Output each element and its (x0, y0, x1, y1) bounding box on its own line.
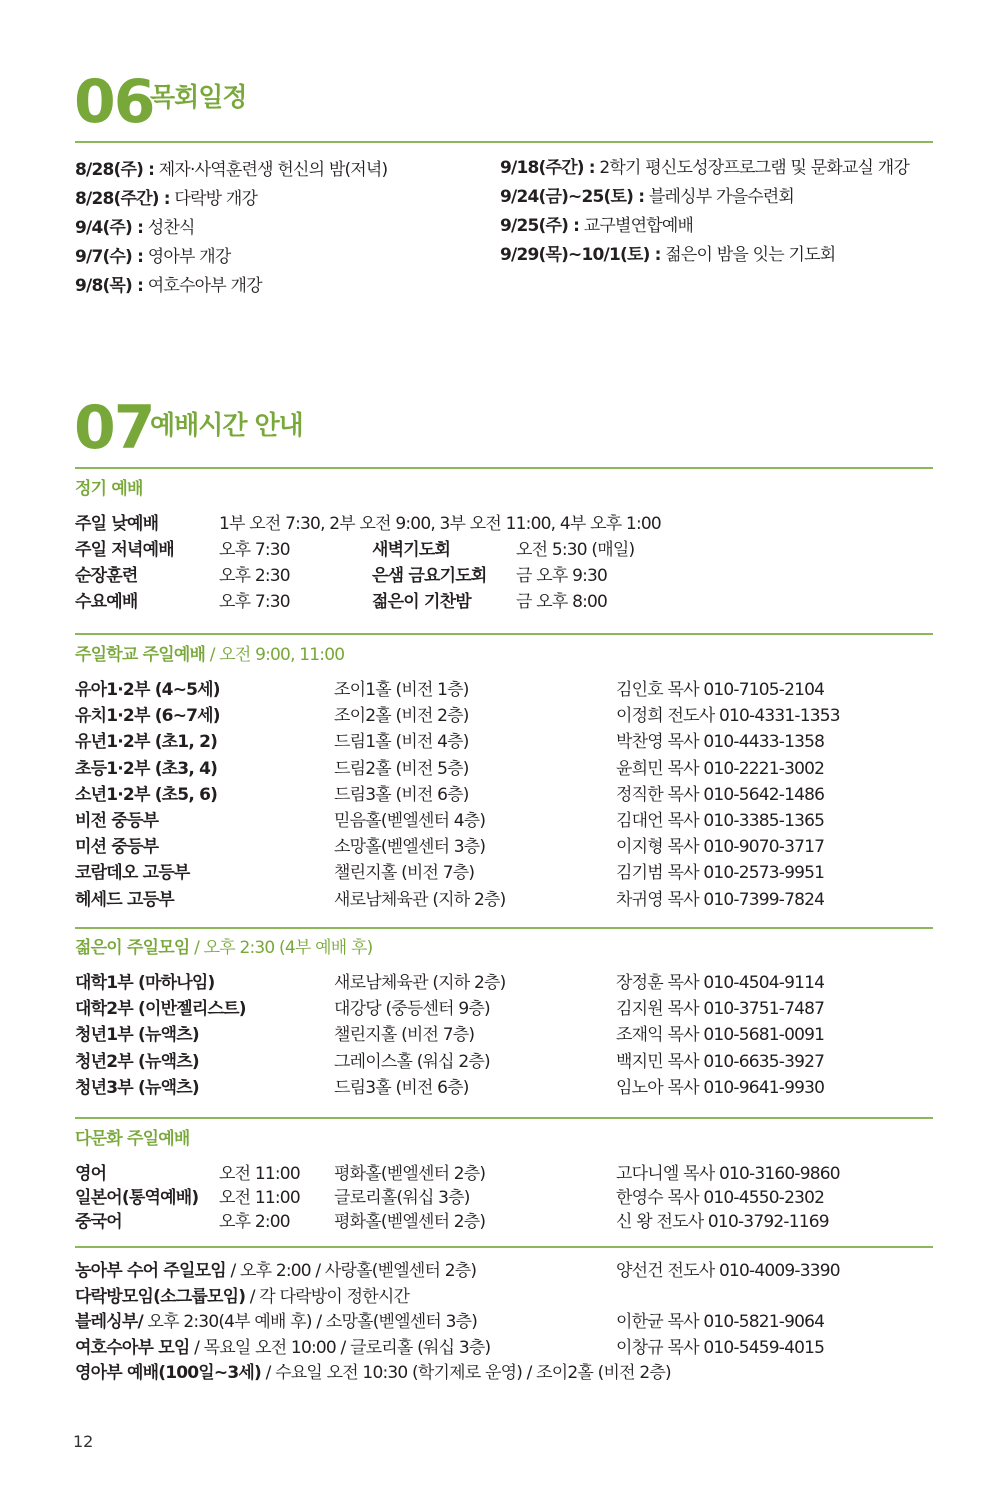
department-place: 드림3홀 (비전 6층) (334, 1077, 469, 1098)
worship-name: 젊은이 기찬밤 (372, 592, 471, 612)
worship-time: 오후 2:30 (219, 566, 290, 586)
department-name: 헤세드 고등부 (75, 889, 174, 910)
worship-name: 은샘 금요기도회 (372, 566, 487, 586)
department-place: 대강당 (중등센터 9층) (334, 999, 490, 1020)
multicultural-heading: 다문화 주일예배 (75, 1129, 190, 1149)
schedule-item (75, 278, 262, 295)
schedule-desc: 제자·사역훈련생 헌신의 밤(저녁) (154, 160, 388, 180)
service-place: 글로리홀(워십 3층) (334, 1188, 470, 1208)
service-place: 평화홀(벧엘센터 2층) (334, 1212, 486, 1232)
meeting-title: 블레싱부/ (75, 1312, 143, 1332)
schedule-date: 9/25(주) : (500, 216, 580, 236)
worship-name: 주일 저녁예배 (75, 540, 174, 560)
department-contact: 박찬영 목사 010-4433-1358 (616, 732, 825, 753)
sundayschool-heading (75, 647, 344, 664)
meeting-item (75, 1263, 476, 1280)
department-name: 초등1·2부 (초3, 4) (75, 758, 218, 779)
meeting-item (75, 1337, 491, 1358)
sundayschool-heading-time: / 오전 9:00, 11:00 (205, 645, 345, 665)
department-contact: 정직한 목사 010-5642-1486 (616, 784, 825, 805)
schedule-date: 8/28(주간) : (75, 189, 170, 209)
section-07-title: 예배시간 안내 (150, 411, 303, 441)
schedule-item (75, 249, 230, 266)
section-06-number: 06 (74, 67, 154, 137)
department-name: 청년1부 (뉴액츠) (75, 1025, 199, 1046)
meeting-title: 영아부 예배(100일~3세) (75, 1363, 261, 1383)
worship-time: 1부 오전 7:30, 2부 오전 9:00, 3부 오전 11:00, 4부 오후 1:00 (219, 514, 661, 534)
meeting-title: 농아부 수어 주일모임 (75, 1261, 226, 1281)
department-place: 그레이스홀 (워십 2층) (334, 1051, 490, 1072)
department-name: 비전 중등부 (75, 811, 159, 831)
schedule-desc: 성찬식 (143, 218, 195, 238)
department-place: 조이2홀 (비전 2층) (334, 706, 469, 727)
section-07-number: 07 (74, 393, 154, 463)
department-place: 새로남체육관 (지하 2층) (334, 973, 506, 993)
worship-time: 오후 7:30 (219, 540, 290, 560)
department-name: 대학2부 (이반젤리스트) (75, 999, 246, 1020)
department-name: 청년3부 (뉴액츠) (75, 1077, 199, 1098)
youth-heading (75, 940, 372, 957)
schedule-date: 9/4(주) : (75, 218, 144, 238)
language-name: 중국어 (75, 1212, 122, 1232)
meeting-item (75, 1286, 410, 1307)
department-name: 유년1·2부 (초1, 2) (75, 732, 218, 753)
worship-name: 수요예배 (75, 592, 138, 612)
schedule-desc: 영아부 개강 (143, 247, 231, 267)
divider (75, 141, 933, 143)
language-name: 영어 (75, 1164, 107, 1184)
department-place: 드림2홀 (비전 5층) (334, 758, 469, 779)
worship-name: 순장훈련 (75, 566, 138, 586)
meeting-title: 다락방모임(소그룹모임) (75, 1286, 246, 1307)
meeting-title: 여호수아부 모임 (75, 1337, 190, 1358)
schedule-item (500, 189, 794, 206)
youth-heading-time: / 오후 2:30 (4부 예배 후) (189, 938, 373, 958)
worship-time: 오후 7:30 (219, 592, 290, 612)
language-name: 일본어(통역예배) (75, 1188, 199, 1208)
schedule-item (500, 160, 909, 177)
schedule-date: 9/24(금)~25(토) : (500, 187, 645, 207)
worship-time: 금 오후 8:00 (516, 592, 608, 612)
department-place: 챌린지홀 (비전 7층) (334, 863, 475, 884)
meeting-desc: / 각 다락방이 정한시간 (245, 1286, 410, 1307)
schedule-item (75, 220, 195, 237)
page-number: 12 (73, 1432, 94, 1451)
schedule-date: 8/28(주) : (75, 160, 155, 180)
schedule-desc: 교구별연합예배 (579, 216, 694, 236)
department-contact: 백지민 목사 010-6635-3927 (616, 1051, 825, 1072)
department-place: 드림3홀 (비전 6층) (334, 784, 469, 805)
meeting-contact: 이한균 목사 010-5821-9064 (616, 1312, 825, 1332)
worship-time: 오전 5:30 (매일) (516, 540, 635, 560)
department-name: 코람데오 고등부 (75, 863, 190, 884)
service-time: 오후 2:00 (219, 1212, 290, 1232)
service-place: 평화홀(벧엘센터 2층) (334, 1164, 486, 1184)
service-contact: 한영수 목사 010-4550-2302 (616, 1188, 825, 1208)
meeting-contact: 양선건 전도사 010-4009-3390 (616, 1261, 840, 1281)
department-place: 새로남체육관 (지하 2층) (334, 889, 506, 910)
regular-heading: 정기 예배 (75, 479, 143, 499)
worship-time: 금 오후 9:30 (516, 566, 608, 586)
department-name: 대학1부 (마하나임) (75, 973, 215, 993)
schedule-desc: 다락방 개강 (169, 189, 258, 209)
schedule-desc: 젊은이 밤을 잇는 기도회 (660, 245, 836, 265)
schedule-item (500, 218, 693, 235)
department-contact: 김기범 목사 010-2573-9951 (616, 863, 825, 884)
department-contact: 윤희민 목사 010-2221-3002 (616, 758, 825, 779)
service-time: 오전 11:00 (219, 1164, 300, 1184)
meeting-desc: / 목요일 오전 10:00 / 글로리홀 (워십 3층) (189, 1337, 491, 1358)
meeting-item (75, 1365, 671, 1382)
divider (75, 467, 933, 469)
schedule-date: 9/18(주간) : (500, 158, 595, 178)
department-name: 청년2부 (뉴액츠) (75, 1051, 199, 1072)
youth-heading-title: 젊은이 주일모임 (75, 938, 190, 958)
schedule-date: 9/29(목)~10/1(토) : (500, 245, 661, 265)
schedule-date: 9/7(수) : (75, 247, 144, 267)
meeting-contact: 이창규 목사 010-5459-4015 (616, 1337, 825, 1358)
divider (75, 633, 933, 635)
meeting-desc: / 오후 2:00 / 사랑홀(벧엘센터 2층) (225, 1261, 477, 1281)
department-place: 드림1홀 (비전 4층) (334, 732, 469, 753)
section-06-title: 목회일정 (150, 83, 247, 113)
service-time: 오전 11:00 (219, 1188, 300, 1208)
department-contact: 장정훈 목사 010-4504-9114 (616, 973, 825, 993)
meeting-desc: 오후 2:30(4부 예배 후) / 소망홀(벧엘센터 3층) (142, 1312, 478, 1332)
department-contact: 김지원 목사 010-3751-7487 (616, 999, 825, 1020)
department-contact: 이지형 목사 010-9070-3717 (616, 837, 825, 858)
department-place: 챌린지홀 (비전 7층) (334, 1025, 475, 1046)
sundayschool-heading-title: 주일학교 주일예배 (75, 645, 206, 665)
schedule-item (75, 191, 257, 208)
department-name: 유아1·2부 (4~5세) (75, 680, 220, 700)
department-place: 조이1홀 (비전 1층) (334, 680, 469, 700)
divider (75, 927, 933, 929)
department-contact: 임노아 목사 010-9641-9930 (616, 1077, 825, 1098)
department-contact: 차귀영 목사 010-7399-7824 (616, 889, 825, 910)
schedule-date: 9/8(목) : (75, 276, 144, 296)
schedule-desc: 2학기 평신도성장프로그램 및 문화교실 개강 (594, 158, 910, 178)
meeting-desc: / 수요일 오전 10:30 (학기제로 운영) / 조이2홀 (비전 2층) (260, 1363, 671, 1383)
meeting-item (75, 1314, 477, 1331)
service-contact: 고다니엘 목사 010-3160-9860 (616, 1164, 840, 1184)
schedule-item (500, 247, 835, 264)
department-contact: 이정희 전도사 010-4331-1353 (616, 706, 840, 727)
department-contact: 김인호 목사 010-7105-2104 (616, 680, 825, 700)
service-contact: 신 왕 전도사 010-3792-1169 (616, 1212, 829, 1232)
department-contact: 김대언 목사 010-3385-1365 (616, 811, 825, 831)
department-name: 유치1·2부 (6~7세) (75, 706, 220, 727)
divider (75, 1117, 933, 1119)
department-name: 미션 중등부 (75, 837, 159, 858)
schedule-desc: 블레싱부 가을수련회 (644, 187, 795, 207)
department-place: 믿음홀(벧엘센터 4층) (334, 811, 486, 831)
schedule-item (75, 162, 387, 179)
divider (75, 1246, 933, 1248)
department-name: 소년1·2부 (초5, 6) (75, 784, 218, 805)
worship-name: 새벽기도회 (372, 540, 451, 560)
schedule-desc: 여호수아부 개강 (143, 276, 262, 296)
department-place: 소망홀(벧엘센터 3층) (334, 837, 486, 858)
worship-name: 주일 낮예배 (75, 514, 159, 534)
department-contact: 조재익 목사 010-5681-0091 (616, 1025, 825, 1046)
